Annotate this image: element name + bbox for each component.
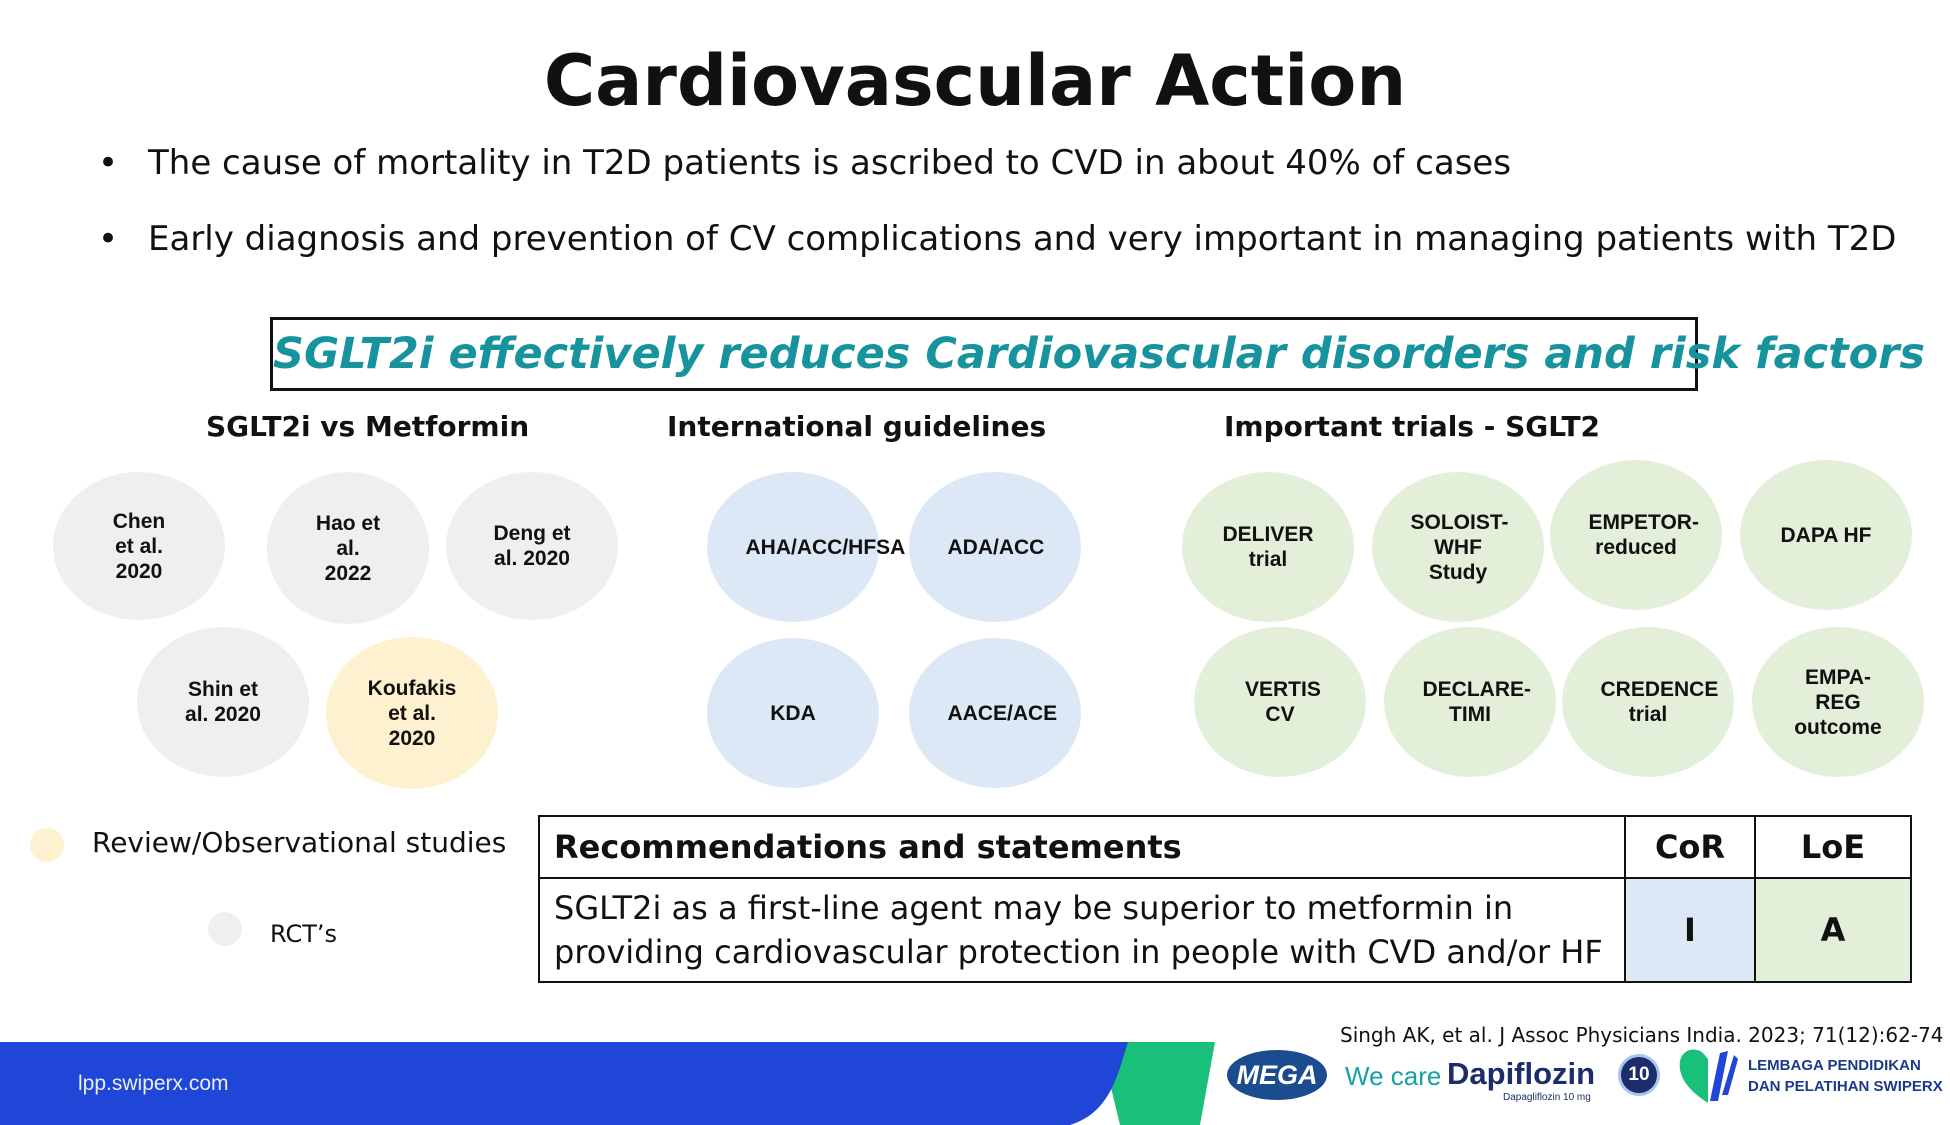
legend-rct-swatch [208,912,242,946]
table-row [539,878,1911,982]
trial-label: DAPA HF [1780,523,1872,547]
trial-label: SOLOIST-WHF Study [1410,510,1509,584]
legend-rct-label: RCT’s [270,920,338,948]
table-header-loe: LoE [1755,816,1911,878]
study-label: Deng et al. 2020 [493,522,571,570]
bullet-dot: • [98,219,119,259]
trial-circle [1740,460,1912,610]
statement-line: SGLT2i as a first-line agent may be superior to metformin in [554,889,1514,927]
bullet-item [98,143,1511,183]
trial-label: CREDENCE trial [1600,678,1719,726]
study-circle [137,627,309,777]
study-label: Hao et al. 2022 [315,511,381,585]
mega-logo [1227,1050,1327,1100]
trial-circle [1752,627,1924,777]
trial-circle [1372,472,1544,622]
study-label: Shin et al. 2020 [185,678,261,726]
guideline-label: KDA [770,701,816,725]
guideline-circle [909,472,1081,622]
recommendations-table [538,815,1912,983]
guideline-label: AACE/ACE [947,701,1058,725]
bullet-text: The cause of mortality in T2D patients is ascribed to CVD in about 40% of cases [148,143,1512,183]
study-circle [446,472,618,620]
legend-observational-swatch [30,828,64,862]
guideline-circle [707,472,906,622]
dose-badge-text: 10 [1628,1064,1650,1085]
trial-label: DELIVER trial [1222,523,1314,571]
study-label: Chen et al. 2020 [112,509,166,583]
institution-line-1: LEMBAGA PENDIDIKAN [1748,1057,1921,1074]
table-header-row [539,816,1911,878]
study-circle-observational [326,637,498,789]
dose-badge [1618,1054,1660,1096]
section-heading-guidelines: International guidelines [667,410,1047,443]
mega-logo-text: MEGA [1236,1059,1318,1090]
trial-label: DECLARE-TIMI [1422,678,1531,726]
guideline-label: ADA/ACC [947,535,1045,559]
citation: Singh AK, et al. J Assoc Physicians India. 2023; 71(12):62-74 [1340,1023,1944,1047]
brand-logo-text: Dapiflozin [1447,1056,1596,1091]
bullet-item [98,219,1896,259]
institution-line-2: DAN PELATIHAN SWIPERX [1748,1078,1943,1095]
study-label: Koufakis et al. 2020 [367,676,457,750]
trial-circle [1194,627,1366,777]
footer-url[interactable]: lpp.swiperx.com [78,1072,229,1095]
table-header-cor: CoR [1625,816,1755,878]
section-heading-metformin: SGLT2i vs Metformin [206,410,530,443]
table-cor-value: I [1625,878,1755,982]
statement-line: providing cardiovascular protection in people with CVD and/or HF [554,933,1603,971]
table-statement-cell [539,878,1625,982]
guideline-circle [707,638,879,788]
bullet-text: Early diagnosis and prevention of CV complications and very important in managing patients with T2D [148,219,1897,259]
section-heading-trials: Important trials - SGLT2 [1224,410,1601,443]
trial-label: EMPETOR-reduced [1588,511,1699,559]
legend-observational-label: Review/Observational studies [92,826,507,859]
table-header-recommendations: Recommendations and statements [539,816,1625,878]
brand-subtitle: Dapagliflozin 10 mg [1503,1092,1591,1103]
table-loe-value: A [1755,878,1911,982]
trial-circle [1384,627,1556,777]
headline-banner: SGLT2i effectively reduces Cardiovascular disorders and risk factors [270,317,1698,391]
study-circle [267,472,429,624]
trial-circle [1550,460,1722,610]
guideline-label: AHA/ACC/HFSA [745,535,906,559]
wecare-text: We care [1345,1061,1442,1091]
trial-circle [1562,627,1734,777]
guideline-circle [909,638,1081,788]
trial-label: VERTIS CV [1245,678,1321,726]
bullet-dot: • [98,143,119,183]
trial-circle [1182,472,1354,622]
swiperx-logo-icon [1676,1045,1740,1105]
page-title: Cardiovascular Action [543,40,1407,122]
trial-label: EMPA-REG outcome [1794,665,1882,739]
study-circle [53,472,225,620]
